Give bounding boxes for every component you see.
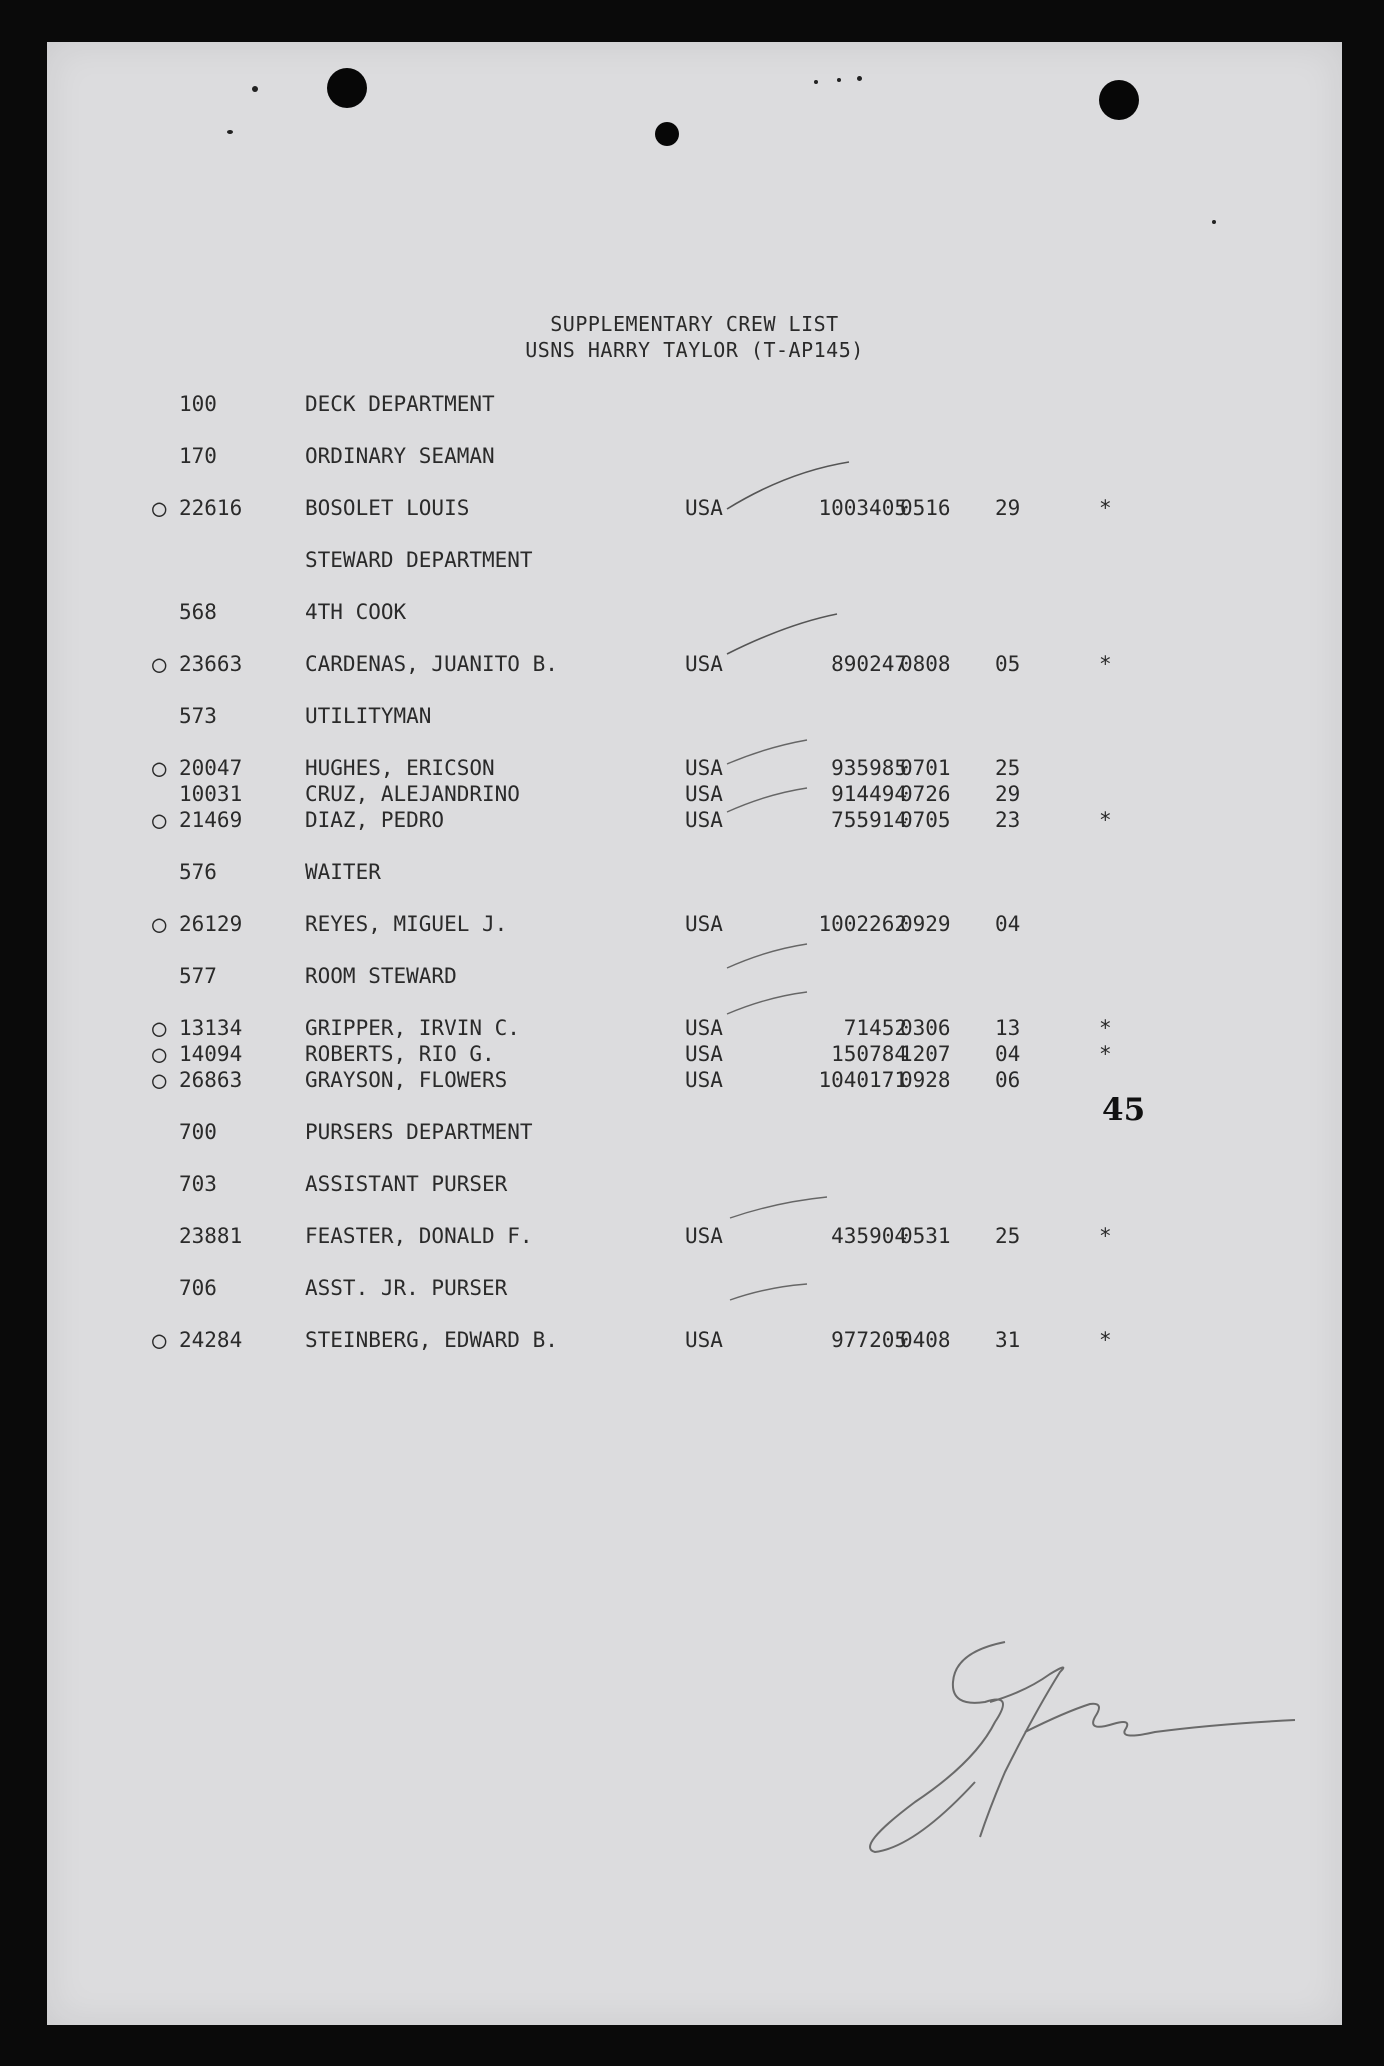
- check-mark: ○: [152, 1066, 167, 1094]
- row-date: 0808: [900, 652, 951, 676]
- row-name: ASSISTANT PURSER: [305, 1172, 508, 1196]
- row-code: 576: [179, 860, 217, 884]
- crew-entry-row: [47, 1328, 1342, 1356]
- row-date: 0516: [900, 496, 951, 520]
- row-name: ROOM STEWARD: [305, 964, 457, 988]
- row-number: 150784: [831, 1042, 907, 1066]
- speck: [837, 78, 841, 82]
- speck: [857, 76, 862, 81]
- row-number: 977205: [831, 1328, 907, 1352]
- row-date: 0929: [900, 912, 951, 936]
- row-code: 573: [179, 704, 217, 728]
- row-number: 1002262: [818, 912, 907, 936]
- row-code: 100: [179, 392, 217, 416]
- section-heading-row: [47, 392, 1342, 420]
- row-number: 1003405: [818, 496, 907, 520]
- punch-hole: [327, 68, 367, 108]
- row-date: 0306: [900, 1016, 951, 1040]
- row-code: 24284: [179, 1328, 243, 1352]
- speck: [252, 86, 258, 92]
- row-date: 0701: [900, 756, 951, 780]
- section-heading-row: [47, 964, 1342, 992]
- section-heading-row: [47, 704, 1342, 732]
- row-days: 05: [995, 652, 1021, 676]
- row-nationality: USA: [685, 808, 723, 832]
- row-code: 700: [179, 1120, 217, 1144]
- row-days: 06: [995, 1068, 1021, 1092]
- row-name: WAITER: [305, 860, 381, 884]
- section-heading-row: [47, 1172, 1342, 1200]
- row-name: STEWARD DEPARTMENT: [305, 548, 533, 572]
- document-page: [47, 42, 1342, 2025]
- handwritten-signature: [855, 1632, 1315, 1872]
- row-code: 14094: [179, 1042, 243, 1066]
- row-date: 0705: [900, 808, 951, 832]
- row-days: 23: [995, 808, 1021, 832]
- row-code: 568: [179, 600, 217, 624]
- row-days: 31: [995, 1328, 1021, 1352]
- row-code: 23663: [179, 652, 243, 676]
- row-days: 29: [995, 496, 1021, 520]
- check-mark: ○: [152, 650, 167, 678]
- row-nationality: USA: [685, 652, 723, 676]
- row-code: 21469: [179, 808, 243, 832]
- check-mark: ○: [152, 494, 167, 522]
- row-number: 935985: [831, 756, 907, 780]
- row-name: BOSOLET LOUIS: [305, 496, 470, 520]
- row-days: 29: [995, 782, 1021, 806]
- crew-entry-row: [47, 1016, 1342, 1044]
- row-code: 26129: [179, 912, 243, 936]
- check-mark: ○: [152, 806, 167, 834]
- row-number: 435904: [831, 1224, 907, 1248]
- section-heading-row: [47, 444, 1342, 472]
- row-number: 71452: [843, 1016, 907, 1040]
- check-mark: ○: [152, 1014, 167, 1042]
- section-heading-row: [47, 860, 1342, 888]
- check-mark: ○: [152, 1326, 167, 1354]
- row-name: CRUZ, ALEJANDRINO: [305, 782, 520, 806]
- row-nationality: USA: [685, 912, 723, 936]
- punch-hole: [1099, 80, 1139, 120]
- crew-entry-row: [47, 1042, 1342, 1070]
- row-nationality: USA: [685, 1042, 723, 1066]
- row-name: GRIPPER, IRVIN C.: [305, 1016, 520, 1040]
- row-name: FEASTER, DONALD F.: [305, 1224, 533, 1248]
- section-heading-row: [47, 1120, 1342, 1148]
- crew-entry-row: [47, 496, 1342, 524]
- row-number: 890247: [831, 652, 907, 676]
- speck: [227, 130, 233, 134]
- row-days: 25: [995, 756, 1021, 780]
- row-name: REYES, MIGUEL J.: [305, 912, 508, 936]
- row-nationality: USA: [685, 1016, 723, 1040]
- row-date: 1207: [900, 1042, 951, 1066]
- speck: [814, 80, 818, 84]
- check-mark: ○: [152, 910, 167, 938]
- row-code: 20047: [179, 756, 243, 780]
- row-date: 0408: [900, 1328, 951, 1352]
- check-mark: ○: [152, 754, 167, 782]
- crew-entry-row: [47, 912, 1342, 940]
- row-asterisk: *: [1099, 496, 1112, 520]
- row-days: 04: [995, 1042, 1021, 1066]
- row-nationality: USA: [685, 1224, 723, 1248]
- row-code: 26863: [179, 1068, 243, 1092]
- row-name: UTILITYMAN: [305, 704, 432, 728]
- row-asterisk: *: [1099, 652, 1112, 676]
- row-number: 755914: [831, 808, 907, 832]
- row-name: GRAYSON, FLOWERS: [305, 1068, 508, 1092]
- row-name: PURSERS DEPARTMENT: [305, 1120, 533, 1144]
- row-name: DECK DEPARTMENT: [305, 392, 495, 416]
- row-name: HUGHES, ERICSON: [305, 756, 495, 780]
- row-name: ROBERTS, RIO G.: [305, 1042, 495, 1066]
- check-mark: ○: [152, 1040, 167, 1068]
- row-code: 706: [179, 1276, 217, 1300]
- row-nationality: USA: [685, 756, 723, 780]
- row-date: 0531: [900, 1224, 951, 1248]
- crew-entry-row: [47, 756, 1342, 784]
- row-date: 0726: [900, 782, 951, 806]
- row-name: STEINBERG, EDWARD B.: [305, 1328, 558, 1352]
- row-asterisk: *: [1099, 1016, 1112, 1040]
- row-asterisk: *: [1099, 1224, 1112, 1248]
- page-number: 45: [1102, 1092, 1146, 1128]
- punch-hole: [655, 122, 679, 146]
- row-code: 13134: [179, 1016, 243, 1040]
- row-name: ASST. JR. PURSER: [305, 1276, 508, 1300]
- section-heading-row: [47, 548, 1342, 576]
- row-days: 13: [995, 1016, 1021, 1040]
- row-nationality: USA: [685, 1068, 723, 1092]
- row-code: 22616: [179, 496, 243, 520]
- row-asterisk: *: [1099, 808, 1112, 832]
- row-days: 25: [995, 1224, 1021, 1248]
- document-subtitle: USNS HARRY TAYLOR (T-AP145): [525, 338, 864, 362]
- row-nationality: USA: [685, 782, 723, 806]
- crew-entry-row: [47, 782, 1342, 810]
- row-date: 0928: [900, 1068, 951, 1092]
- crew-entry-row: [47, 652, 1342, 680]
- row-code: 703: [179, 1172, 217, 1196]
- row-number: 1040171: [818, 1068, 907, 1092]
- row-nationality: USA: [685, 1328, 723, 1352]
- section-heading-row: [47, 600, 1342, 628]
- row-code: 10031: [179, 782, 243, 806]
- crew-entry-row: [47, 1224, 1342, 1252]
- speck: [1212, 220, 1216, 224]
- row-name: ORDINARY SEAMAN: [305, 444, 495, 468]
- row-name: CARDENAS, JUANITO B.: [305, 652, 558, 676]
- document-title: SUPPLEMENTARY CREW LIST: [550, 312, 839, 336]
- row-code: 577: [179, 964, 217, 988]
- crew-entry-row: [47, 1068, 1342, 1096]
- row-asterisk: *: [1099, 1042, 1112, 1066]
- row-days: 04: [995, 912, 1021, 936]
- row-number: 914494: [831, 782, 907, 806]
- row-name: DIAZ, PEDRO: [305, 808, 445, 832]
- crew-entry-row: [47, 808, 1342, 836]
- row-code: 23881: [179, 1224, 243, 1248]
- row-name: 4TH COOK: [305, 600, 407, 624]
- section-heading-row: [47, 1276, 1342, 1304]
- row-nationality: USA: [685, 496, 723, 520]
- row-asterisk: *: [1099, 1328, 1112, 1352]
- row-code: 170: [179, 444, 217, 468]
